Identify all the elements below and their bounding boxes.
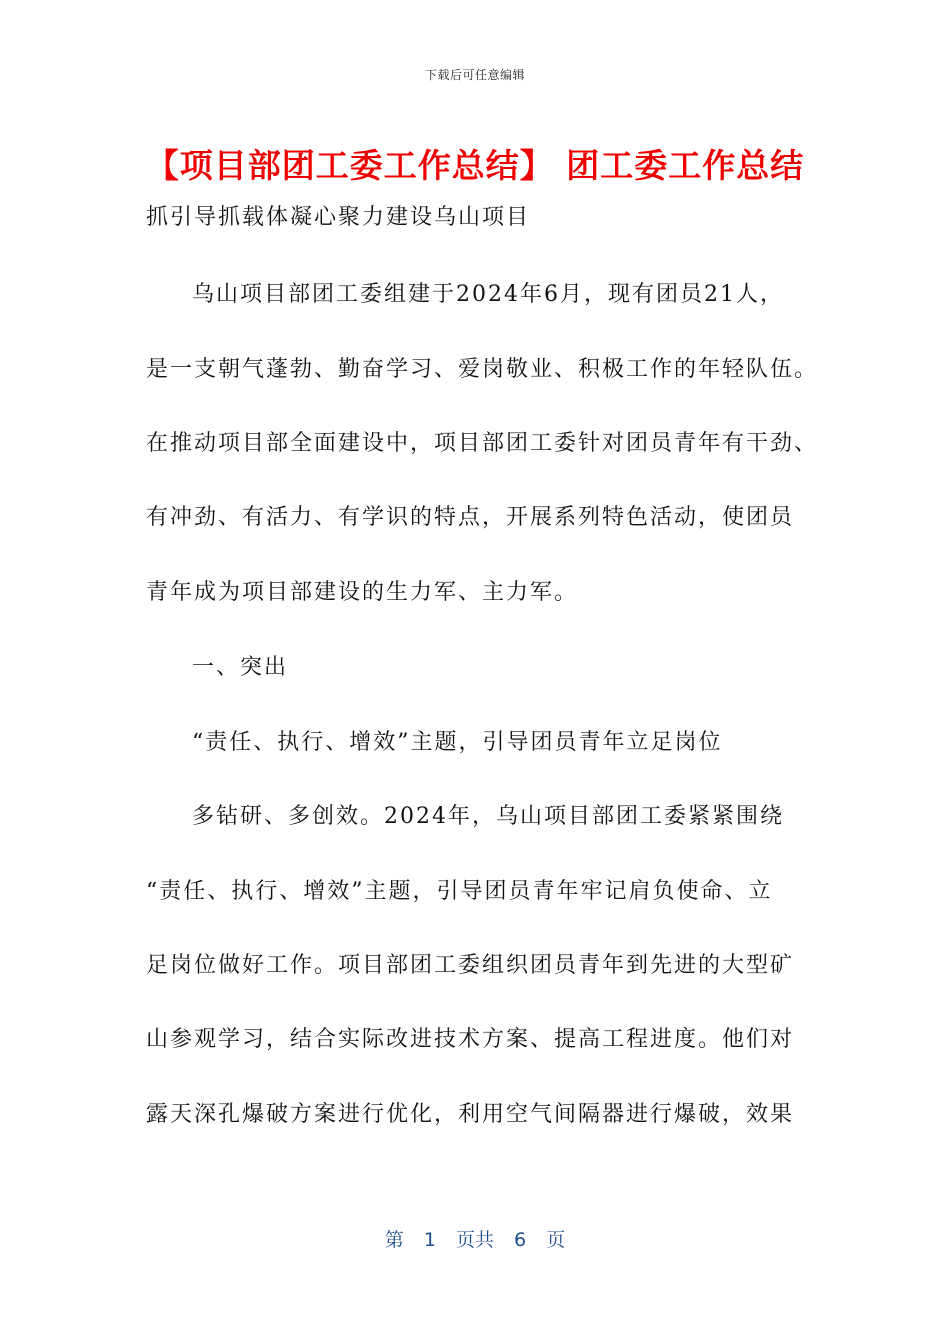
current-page-number: 1 [423, 1229, 436, 1251]
paragraph-line: 露天深孔爆破方案进行优化，利用空气间隔器进行爆破，效果 [146, 1102, 795, 1127]
page-label-mid: 页共 [455, 1229, 494, 1251]
page-label-prefix: 第 [384, 1229, 404, 1251]
paragraph-line: 足岗位做好工作。项目部团工委组织团员青年到先进的大型矿 [146, 953, 795, 978]
subtitle-line: 抓引导抓载体凝心聚力建设乌山项目 [146, 205, 531, 230]
paragraph-line: 在推动项目部全面建设中，项目部团工委针对团员青年有干劲、 [146, 431, 819, 456]
paragraph-line: 多钻研、多创效。2024年，乌山项目部团工委紧紧围绕 [192, 804, 784, 829]
paragraph-line: “责任、执行、增效”主题，引导团员青年立足岗位 [192, 730, 723, 755]
document-title: 【项目部团工委工作总结】 团工委工作总结 [145, 146, 805, 185]
paragraph-line: 乌山项目部团工委组建于2024年6月，现有团员21人， [192, 282, 784, 307]
paragraph-line: 是一支朝气蓬勃、勤奋学习、爱岗敬业、积极工作的年轻队伍。 [146, 357, 819, 382]
paragraph-line: 有冲劲、有活力、有学识的特点，开展系列特色活动，使团员 [146, 505, 795, 530]
page-footer [0, 1225, 950, 1252]
page-label-suffix: 页 [546, 1229, 566, 1251]
total-pages-number: 6 [514, 1229, 527, 1251]
paragraph-line: “责任、执行、增效”主题，引导团员青年牢记肩负使命、立 [146, 879, 773, 904]
paragraph-line: 山参观学习，结合实际改进技术方案、提高工程进度。他们对 [146, 1027, 795, 1052]
page-header-note: 下载后可任意编辑 [424, 68, 525, 82]
section-heading: 一、突出 [192, 655, 289, 680]
paragraph-line: 青年成为项目部建设的生力军、主力军。 [146, 580, 579, 605]
